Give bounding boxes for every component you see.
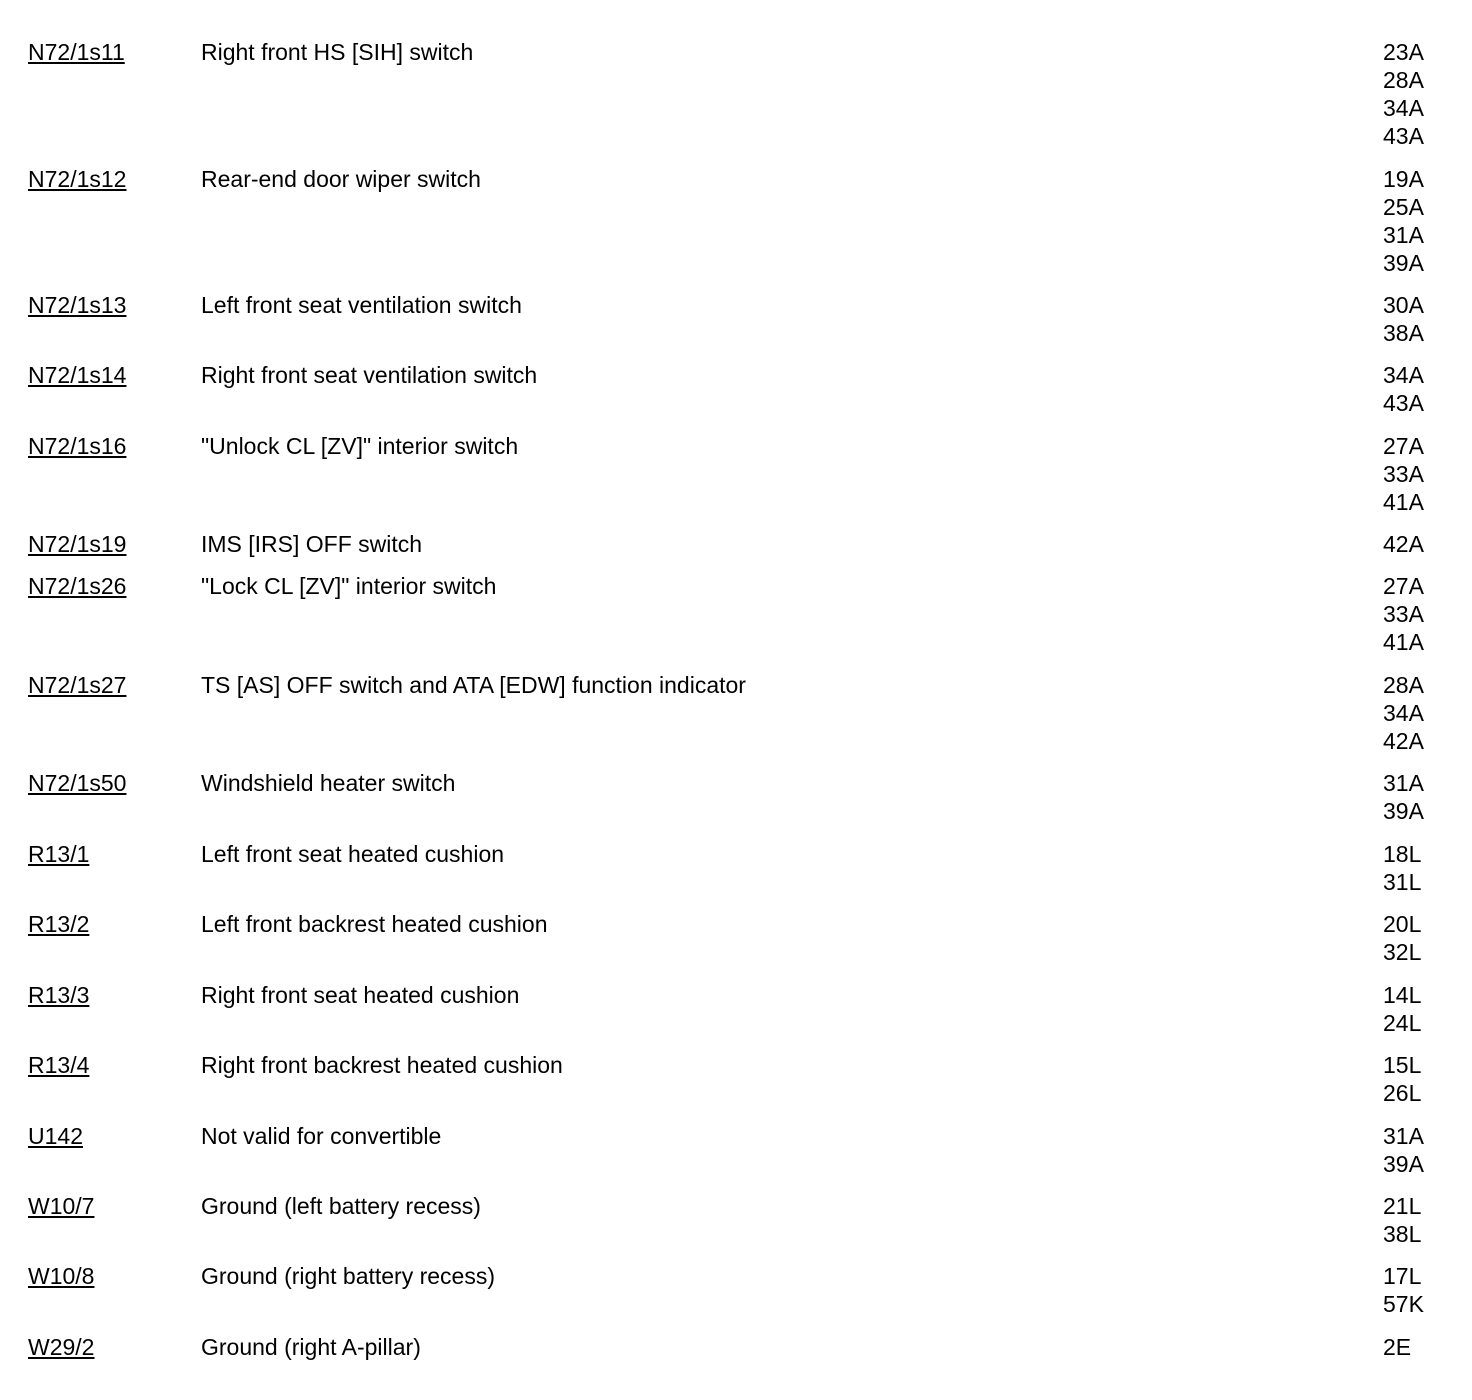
component-description: Windshield heater switch — [201, 770, 456, 796]
grid-reference-list — [1383, 530, 1424, 558]
grid-reference: 32L — [1383, 939, 1422, 965]
component-code-link[interactable]: N72/1s26 — [28, 573, 127, 599]
grid-reference: 28A — [1383, 67, 1424, 93]
component-description: "Lock CL [ZV]" interior switch — [201, 573, 497, 599]
grid-reference-list — [1383, 165, 1424, 277]
grid-reference: 39A — [1383, 1151, 1424, 1177]
grid-reference: 31A — [1383, 222, 1424, 248]
component-code-link[interactable]: N72/1s50 — [28, 770, 127, 796]
component-code-link[interactable]: N72/1s19 — [28, 531, 127, 557]
grid-reference: 31L — [1383, 869, 1422, 895]
component-description: Right front HS [SIH] switch — [201, 39, 474, 65]
grid-reference: 23A — [1383, 39, 1424, 65]
component-code-link[interactable]: N72/1s14 — [28, 362, 127, 388]
grid-reference: 26L — [1383, 1080, 1422, 1106]
grid-reference: 30A — [1383, 292, 1424, 318]
grid-reference: 27A — [1383, 433, 1424, 459]
grid-reference: 19A — [1383, 166, 1424, 192]
grid-reference-list — [1383, 361, 1424, 417]
grid-reference-list — [1383, 910, 1421, 966]
component-description: Left front seat heated cushion — [201, 841, 505, 867]
grid-reference: 33A — [1383, 601, 1424, 627]
component-description: Ground (left battery recess) — [201, 1193, 481, 1219]
grid-reference-list — [1383, 671, 1424, 755]
component-description: Left front seat ventilation switch — [201, 292, 522, 318]
grid-reference-list — [1383, 840, 1421, 896]
grid-reference: 24L — [1383, 1010, 1422, 1036]
grid-reference: 43A — [1383, 390, 1424, 416]
grid-reference: 14L — [1383, 982, 1422, 1008]
grid-reference: 31A — [1383, 1123, 1424, 1149]
component-code-link[interactable]: R13/2 — [28, 911, 90, 937]
component-description: TS [AS] OFF switch and ATA [EDW] function indicator — [201, 672, 746, 698]
component-description: Ground (right A-pillar) — [201, 1334, 421, 1360]
component-description: Right front seat ventilation switch — [201, 362, 538, 388]
grid-reference: 38L — [1383, 1221, 1422, 1247]
grid-reference: 31A — [1383, 770, 1424, 796]
component-description: "Unlock CL [ZV]" interior switch — [201, 433, 519, 459]
grid-reference: 41A — [1383, 629, 1424, 655]
component-description: Right front backrest heated cushion — [201, 1052, 563, 1078]
grid-reference: 42A — [1383, 728, 1424, 754]
component-description: Ground (right battery recess) — [201, 1263, 496, 1289]
grid-reference: 39A — [1383, 798, 1424, 824]
grid-reference: 27A — [1383, 573, 1424, 599]
component-code-link[interactable]: N72/1s11 — [28, 39, 125, 65]
component-description: Left front backrest heated cushion — [201, 911, 548, 937]
grid-reference: 28A — [1383, 672, 1424, 698]
component-description: Rear-end door wiper switch — [201, 166, 481, 192]
grid-reference-list — [1383, 572, 1424, 656]
component-code-link[interactable]: U142 — [28, 1123, 83, 1149]
grid-reference-list — [1383, 1051, 1421, 1107]
grid-reference: 33A — [1383, 461, 1424, 487]
grid-reference-list — [1383, 38, 1424, 150]
grid-reference: 57K — [1383, 1291, 1424, 1317]
grid-reference: 39A — [1383, 250, 1424, 276]
grid-reference: 41A — [1383, 489, 1424, 515]
grid-reference-list — [1383, 1122, 1424, 1178]
grid-reference: 20L — [1383, 911, 1422, 937]
grid-reference-list — [1383, 1192, 1421, 1248]
grid-reference-list — [1383, 432, 1424, 516]
grid-reference: 34A — [1383, 95, 1424, 121]
grid-reference-list — [1383, 1333, 1411, 1361]
grid-reference: 42A — [1383, 531, 1424, 557]
grid-reference: 38A — [1383, 320, 1424, 346]
component-code-link[interactable]: R13/3 — [28, 982, 90, 1008]
component-code-link[interactable]: N72/1s13 — [28, 292, 127, 318]
grid-reference: 25A — [1383, 194, 1424, 220]
grid-reference-list — [1383, 981, 1421, 1037]
component-description: Right front seat heated cushion — [201, 982, 520, 1008]
component-code-link[interactable]: N72/1s12 — [28, 166, 127, 192]
component-code-link[interactable]: R13/4 — [28, 1052, 90, 1078]
grid-reference: 34A — [1383, 700, 1424, 726]
grid-reference: 2E — [1383, 1334, 1412, 1360]
grid-reference-list — [1383, 769, 1424, 825]
grid-reference-list — [1383, 1262, 1424, 1318]
grid-reference: 15L — [1383, 1052, 1422, 1078]
component-description: Not valid for convertible — [201, 1123, 442, 1149]
component-code-link[interactable]: W10/8 — [28, 1263, 95, 1289]
component-code-link[interactable]: W10/7 — [28, 1193, 95, 1219]
component-code-link[interactable]: N72/1s16 — [28, 433, 127, 459]
grid-reference: 43A — [1383, 123, 1424, 149]
grid-reference-list — [1383, 291, 1424, 347]
component-code-link[interactable]: N72/1s27 — [28, 672, 127, 698]
grid-reference: 34A — [1383, 362, 1424, 388]
component-code-link[interactable]: W29/2 — [28, 1334, 95, 1360]
grid-reference: 17L — [1383, 1263, 1422, 1289]
component-code-link[interactable]: R13/1 — [28, 841, 90, 867]
grid-reference: 21L — [1383, 1193, 1422, 1219]
grid-reference: 18L — [1383, 841, 1422, 867]
component-description: IMS [IRS] OFF switch — [201, 531, 423, 557]
